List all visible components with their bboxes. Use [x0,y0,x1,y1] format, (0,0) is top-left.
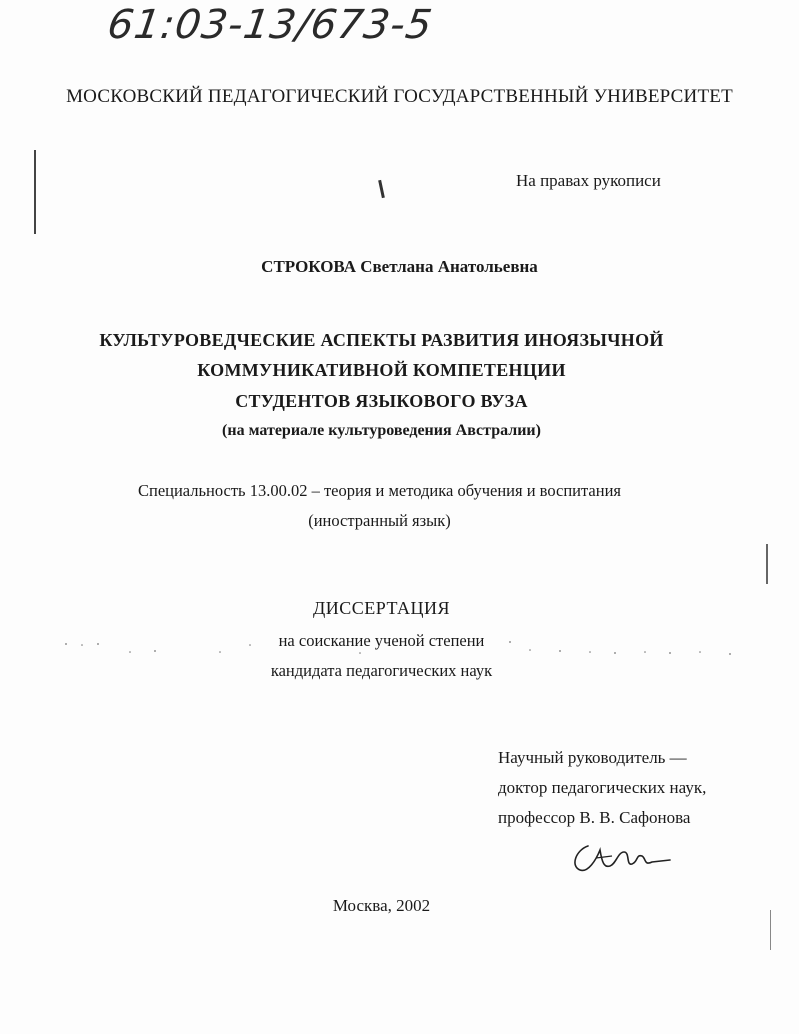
scan-mark [378,180,385,198]
dissertation-heading: ДИССЕРТАЦИЯ [312,598,451,618]
manuscript-rights: На правах рукописи [516,171,661,190]
university-name: МОСКОВСКИЙ ПЕДАГОГИЧЕСКИЙ ГОСУДАРСТВЕННЫЙ УНИВЕРСИТЕТ [66,86,733,107]
city-year: Москва, 2002 [332,896,431,915]
degree-line-1: на соискание ученой степени [278,631,485,650]
specialty-line-1: Специальность 13.00.02 – теория и методика обучения и воспитания [137,481,621,500]
scan-edge-mark-left [34,150,36,234]
specialty-line-2: (иностранный язык) [308,511,451,530]
scan-noise-dots [60,640,740,660]
title-line-1: КУЛЬТУРОВЕДЧЕСКИЕ АСПЕКТЫ РАЗВИТИЯ ИНОЯЗЫЧНОЙ [99,330,664,350]
title-subtitle: (на материале культуроведения Австралии) [222,422,541,439]
supervisor-line-1: Научный руководитель — [498,748,687,767]
supervisor-signature [566,836,676,884]
supervisor-line-3: профессор В. В. Сафонова [498,808,691,827]
author-name: СТРОКОВА Светлана Анатольевна [261,257,538,276]
scan-edge-mark-right-bottom [770,910,771,950]
degree-line-2: кандидата педагогических наук [270,661,493,680]
supervisor-line-2: доктор педагогических наук, [498,778,707,797]
title-line-2: КОММУНИКАТИВНОЙ КОМПЕТЕНЦИИ [197,360,566,380]
title-line-3: СТУДЕНТОВ ЯЗЫКОВОГО ВУЗА [235,391,528,411]
scan-edge-mark-right [766,544,768,584]
archive-code-handwritten: 61:03-13/673-5 [104,2,436,48]
